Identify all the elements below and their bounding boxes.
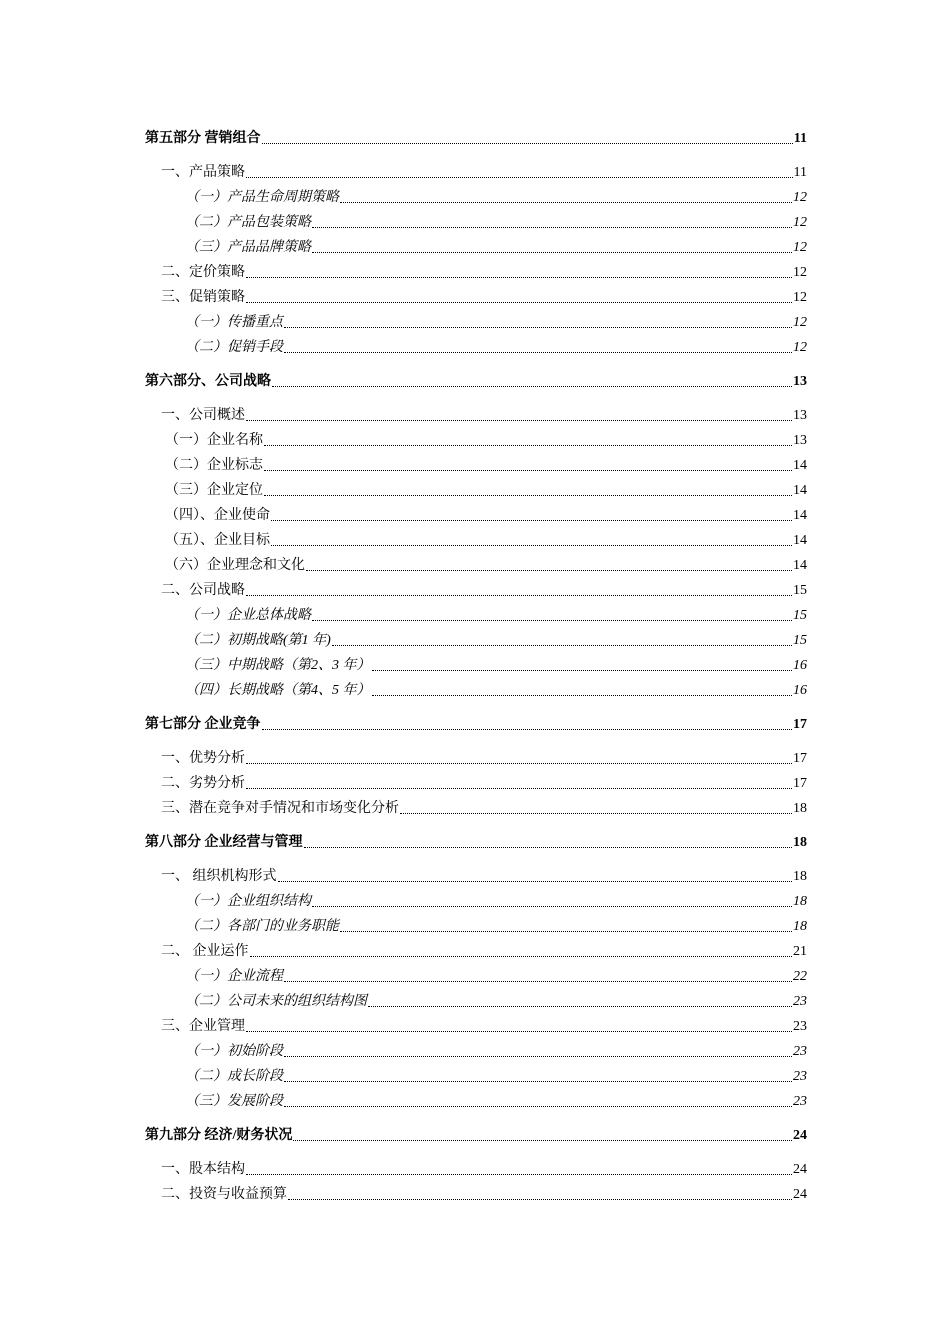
toc-entry[interactable]: [145, 578, 807, 603]
toc-page-number: 18: [793, 894, 807, 909]
toc-entry[interactable]: [145, 185, 807, 210]
toc-entry-title: （一）企业流程: [185, 969, 283, 984]
dot-leader: [340, 202, 792, 203]
toc-entry[interactable]: [145, 160, 807, 185]
toc-entry-title: （三）发展阶段: [185, 1094, 283, 1109]
toc-page-number: 13: [793, 374, 807, 389]
toc-section-entry[interactable]: [145, 126, 807, 151]
toc-page-number: 12: [793, 240, 807, 255]
dot-leader: [246, 302, 792, 303]
toc-entry-title: 一、公司概述: [161, 408, 245, 423]
toc-entry-title: （二）初期战略(第1 年): [185, 633, 331, 648]
toc-entry-title: 一、 组织机构形式: [161, 869, 277, 884]
toc-page-number: 16: [793, 683, 807, 698]
toc-entry-title: （四）长期战略（第4、5 年）: [185, 683, 371, 698]
toc-entry[interactable]: [145, 310, 807, 335]
toc-entry[interactable]: [145, 914, 807, 939]
toc-page-number: 21: [793, 944, 807, 959]
toc-page-number: 24: [793, 1128, 807, 1143]
dot-leader: [284, 327, 792, 328]
toc-entry[interactable]: [145, 1089, 807, 1114]
toc-entry[interactable]: [145, 235, 807, 260]
toc-entry[interactable]: [145, 1157, 807, 1182]
toc-page-number: 15: [793, 583, 807, 598]
dot-leader: [304, 847, 793, 848]
toc-entry-title: 二、投资与收益预算: [161, 1187, 287, 1202]
toc-page-number: 14: [793, 558, 807, 573]
toc-page-number: 14: [793, 483, 807, 498]
toc-entry-title: （二）公司未来的组织结构图: [185, 994, 367, 1009]
toc-page-number: 15: [793, 608, 807, 623]
toc-entry[interactable]: [145, 1014, 807, 1039]
toc-entry[interactable]: [145, 989, 807, 1014]
toc-entry-title: （二）促销手段: [185, 340, 283, 355]
dot-leader: [340, 931, 792, 932]
toc-entry[interactable]: [145, 403, 807, 428]
toc-entry-title: （一）企业名称: [165, 433, 263, 448]
dot-leader: [306, 570, 792, 571]
toc-entry-title: 三、企业管理: [161, 1019, 245, 1034]
toc-page-number: 17: [793, 717, 807, 732]
toc-entry[interactable]: [145, 210, 807, 235]
toc-entry-title: （三）中期战略（第2、3 年）: [185, 658, 371, 673]
dot-leader: [278, 881, 793, 882]
toc-page-number: 18: [793, 801, 807, 816]
toc-entry-title: 第九部分 经济/财务状况: [145, 1128, 293, 1143]
toc-section-entry[interactable]: [145, 1123, 807, 1148]
toc-entry[interactable]: [145, 678, 807, 703]
dot-leader: [312, 227, 792, 228]
toc-entry-title: （三）企业定位: [165, 483, 263, 498]
dot-leader: [246, 177, 793, 178]
dot-leader: [246, 1174, 792, 1175]
dot-leader: [264, 495, 792, 496]
toc-entry[interactable]: [145, 603, 807, 628]
toc-section-entry[interactable]: [145, 830, 807, 855]
dot-leader: [264, 470, 792, 471]
toc-entry[interactable]: [145, 285, 807, 310]
toc-entry-title: 一、产品策略: [161, 165, 245, 180]
toc-entry-title: （一）企业总体战略: [185, 608, 311, 623]
toc-page-number: 12: [793, 315, 807, 330]
dot-leader: [284, 1056, 792, 1057]
toc-page-number: 15: [793, 633, 807, 648]
toc-page-number: 17: [793, 776, 807, 791]
dot-leader: [332, 645, 792, 646]
toc-entry-title: 三、促销策略: [161, 290, 245, 305]
toc-entry[interactable]: [145, 939, 807, 964]
toc-page-number: 18: [793, 919, 807, 934]
toc-entry[interactable]: [145, 796, 807, 821]
dot-leader: [264, 445, 792, 446]
toc-page-number: 24: [793, 1162, 807, 1177]
toc-entry-title: 三、潜在竞争对手情况和市场变化分析: [161, 801, 399, 816]
toc-entry-title: （六）企业理念和文化: [165, 558, 305, 573]
dot-leader: [262, 729, 793, 730]
toc-entry-title: （三）产品品牌策略: [185, 240, 311, 255]
toc-page-number: 12: [793, 215, 807, 230]
toc-page-number: 13: [793, 408, 807, 423]
dot-leader: [288, 1199, 792, 1200]
dot-leader: [284, 1106, 792, 1107]
toc-page-number: 24: [793, 1187, 807, 1202]
toc-page-number: 11: [793, 165, 807, 180]
toc-entry[interactable]: [145, 335, 807, 360]
toc-entry[interactable]: [145, 553, 807, 578]
dot-leader: [246, 1031, 792, 1032]
toc-entry[interactable]: [145, 889, 807, 914]
toc-entry[interactable]: [145, 746, 807, 771]
toc-entry-title: （一）企业组织结构: [185, 894, 311, 909]
toc-page-number: 22: [793, 969, 807, 984]
toc-page-number: 12: [793, 340, 807, 355]
toc-page-number: 18: [793, 835, 807, 850]
toc-entry-title: （五）、企业目标: [165, 533, 270, 548]
toc-page-number: 16: [793, 658, 807, 673]
toc-section-entry[interactable]: [145, 712, 807, 737]
toc-entry-title: （二）各部门的业务职能: [185, 919, 339, 934]
dot-leader: [284, 352, 792, 353]
dot-leader: [284, 981, 792, 982]
dot-leader: [262, 143, 793, 144]
toc-page-number: 14: [793, 508, 807, 523]
toc-page-number: 23: [793, 1094, 807, 1109]
dot-leader: [372, 695, 793, 696]
toc-entry[interactable]: [145, 503, 807, 528]
toc-entry-title: （一）产品生命周期策略: [185, 190, 339, 205]
toc-entry[interactable]: [145, 1182, 807, 1207]
dot-leader: [372, 670, 793, 671]
toc-entry[interactable]: [145, 428, 807, 453]
toc-entry[interactable]: [145, 1039, 807, 1064]
toc-entry[interactable]: [145, 628, 807, 653]
table-of-contents: [145, 122, 807, 1207]
toc-entry[interactable]: [145, 864, 807, 889]
dot-leader: [312, 620, 792, 621]
toc-page-number: 23: [793, 1019, 807, 1034]
dot-leader: [368, 1006, 792, 1007]
toc-entry-title: （二）成长阶段: [185, 1069, 283, 1084]
dot-leader: [250, 956, 793, 957]
toc-entry-title: （一）初始阶段: [185, 1044, 283, 1059]
toc-entry-title: 二、劣势分析: [161, 776, 245, 791]
toc-page-number: 13: [793, 433, 807, 448]
toc-page-number: 14: [793, 458, 807, 473]
dot-leader: [271, 520, 792, 521]
toc-page-number: 14: [793, 533, 807, 548]
toc-section-entry[interactable]: [145, 369, 807, 394]
toc-entry-title: （一）传播重点: [185, 315, 283, 330]
dot-leader: [246, 788, 792, 789]
dot-leader: [284, 1081, 792, 1082]
toc-entry-title: （二）产品包装策略: [185, 215, 311, 230]
toc-page-number: 23: [793, 1044, 807, 1059]
dot-leader: [312, 252, 792, 253]
toc-entry[interactable]: [145, 1064, 807, 1089]
dot-leader: [293, 1140, 792, 1141]
toc-entry-title: 二、公司战略: [161, 583, 245, 598]
toc-entry-title: 第八部分 企业经营与管理: [145, 835, 303, 850]
toc-entry-title: （二）企业标志: [165, 458, 263, 473]
dot-leader: [246, 595, 792, 596]
toc-entry[interactable]: [145, 964, 807, 989]
dot-leader: [246, 277, 792, 278]
toc-page-number: 12: [793, 190, 807, 205]
toc-entry-title: 第五部分 营销组合: [145, 131, 261, 146]
dot-leader: [400, 813, 792, 814]
toc-entry-title: 一、优势分析: [161, 751, 245, 766]
toc-page-number: 12: [793, 265, 807, 280]
toc-page-number: 23: [793, 1069, 807, 1084]
toc-page-number: 11: [793, 131, 807, 146]
toc-page-number: 18: [793, 869, 807, 884]
toc-entry[interactable]: [145, 528, 807, 553]
toc-entry-title: 二、 企业运作: [161, 944, 249, 959]
toc-entry[interactable]: [145, 478, 807, 503]
toc-entry[interactable]: [145, 453, 807, 478]
toc-entry-title: 第六部分、公司战略: [145, 374, 271, 389]
toc-page-number: 17: [793, 751, 807, 766]
dot-leader: [246, 763, 792, 764]
toc-entry-title: 第七部分 企业竞争: [145, 717, 261, 732]
toc-page-number: 23: [793, 994, 807, 1009]
toc-entry-title: 二、定价策略: [161, 265, 245, 280]
dot-leader: [312, 906, 792, 907]
toc-entry[interactable]: [145, 653, 807, 678]
dot-leader: [246, 420, 792, 421]
toc-page-number: 12: [793, 290, 807, 305]
toc-entry[interactable]: [145, 260, 807, 285]
dot-leader: [272, 386, 792, 387]
toc-entry-title: （四）、企业使命: [165, 508, 270, 523]
dot-leader: [271, 545, 792, 546]
toc-entry[interactable]: [145, 771, 807, 796]
toc-entry-title: 一、股本结构: [161, 1162, 245, 1177]
